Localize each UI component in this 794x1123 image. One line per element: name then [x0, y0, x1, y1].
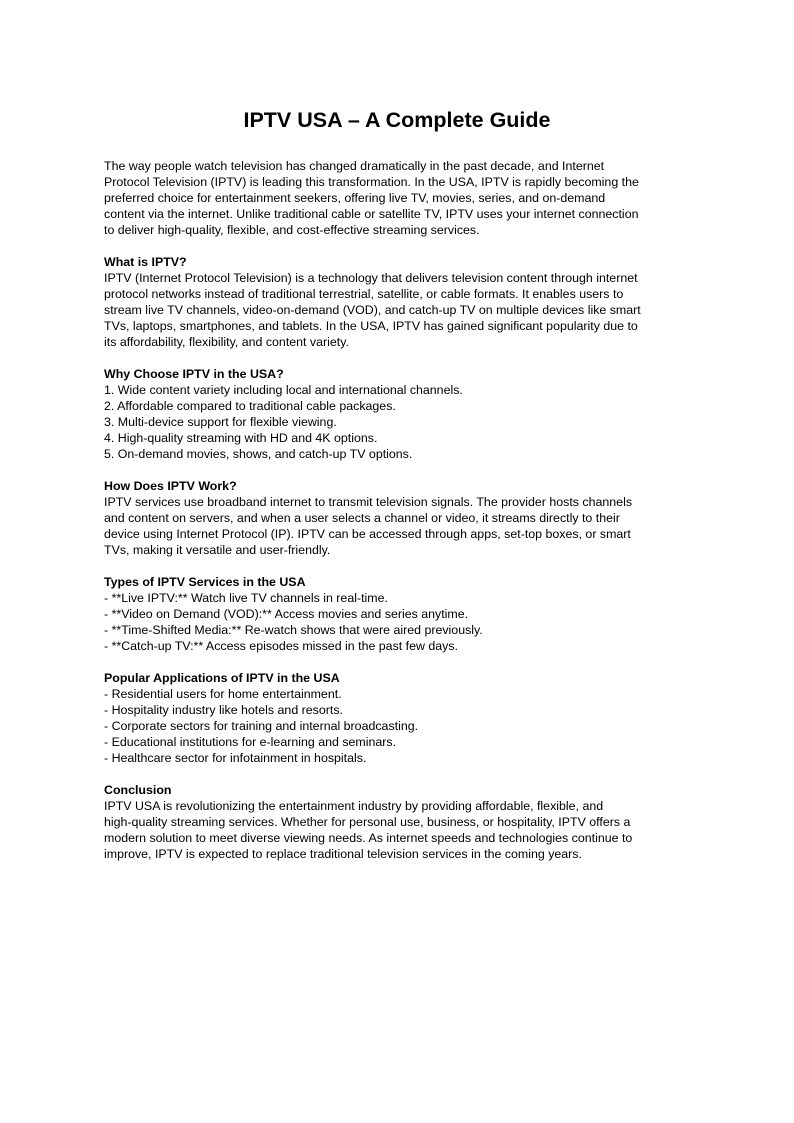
section-line: device using Internet Protocol (IP). IPTV can be accessed through apps, set-top boxes, or smart: [104, 527, 631, 541]
list-item: - Residential users for home entertainment.: [104, 687, 342, 701]
section-line: and content on servers, and when a user selects a channel or video, it streams directly to their: [104, 511, 620, 525]
section-line: improve, IPTV is expected to replace traditional television services in the coming years.: [104, 847, 582, 861]
list-item: - **Live IPTV:** Watch live TV channels in real-time.: [104, 591, 388, 605]
section-line: stream live TV channels, video-on-demand (VOD), and catch-up TV on multiple devices like smart: [104, 303, 641, 317]
list-item: 2. Affordable compared to traditional cable packages.: [104, 399, 396, 413]
section-conclusion: [104, 782, 694, 862]
section-heading: What is IPTV?: [104, 255, 187, 269]
list-item: - Educational institutions for e-learning and seminars.: [104, 735, 397, 749]
document-body: [104, 158, 694, 862]
list-item: - **Video on Demand (VOD):** Access movies and series anytime.: [104, 607, 469, 621]
section-line: TVs, laptops, smartphones, and tablets. In the USA, IPTV has gained significant popularity due to: [104, 319, 638, 333]
section-why-choose-iptv: [104, 366, 694, 462]
paragraph-spacer: [104, 238, 694, 254]
section-heading: Why Choose IPTV in the USA?: [104, 367, 284, 381]
intro-line: The way people watch television has changed dramatically in the past decade, and Internet: [104, 159, 605, 173]
list-item: 4. High-quality streaming with HD and 4K options.: [104, 431, 378, 445]
paragraph-spacer: [104, 462, 694, 478]
section-line: its affordability, flexibility, and content variety.: [104, 335, 349, 349]
section-heading: Popular Applications of IPTV in the USA: [104, 671, 340, 685]
list-item: - Hospitality industry like hotels and resorts.: [104, 703, 343, 717]
list-item: - **Time-Shifted Media:** Re-watch shows that were aired previously.: [104, 623, 483, 637]
section-how-iptv-works: [104, 478, 694, 558]
section-line: high-quality streaming services. Whether for personal use, business, or hospitality, IPTV offers a: [104, 815, 631, 829]
intro-line: to deliver high-quality, flexible, and cost-effective streaming services.: [104, 223, 480, 237]
intro-line: preferred choice for entertainment seekers, offering live TV, movies, series, and on-demand: [104, 191, 606, 205]
section-line: IPTV services use broadband internet to transmit television signals. The provider hosts channels: [104, 495, 633, 509]
list-item: - **Catch-up TV:** Access episodes missed in the past few days.: [104, 639, 458, 653]
section-types-of-iptv: [104, 574, 694, 654]
section-line: protocol networks instead of traditional terrestrial, satellite, or cable formats. It enables users to: [104, 287, 624, 301]
section-line: TVs, making it versatile and user-friendly.: [104, 543, 331, 557]
section-popular-applications: [104, 670, 694, 766]
intro-line: Protocol Television (IPTV) is leading this transformation. In the USA, IPTV is rapidly becoming the: [104, 175, 639, 189]
section-what-is-iptv: [104, 254, 694, 350]
list-item: - Healthcare sector for infotainment in hospitals.: [104, 751, 367, 765]
paragraph-spacer: [104, 350, 694, 366]
section-line: IPTV (Internet Protocol Television) is a technology that delivers television content through internet: [104, 271, 638, 285]
document-title: IPTV USA – A Complete Guide: [243, 108, 551, 132]
section-line: IPTV USA is revolutionizing the entertainment industry by providing affordable, flexible, and: [104, 799, 604, 813]
list-item: - Corporate sectors for training and internal broadcasting.: [104, 719, 419, 733]
section-line: modern solution to meet diverse viewing needs. As internet speeds and technologies continue to: [104, 831, 633, 845]
intro-line: content via the internet. Unlike traditional cable or satellite TV, IPTV uses your internet connection: [104, 207, 639, 221]
list-item: 5. On-demand movies, shows, and catch-up TV options.: [104, 447, 413, 461]
list-item: 1. Wide content variety including local and international channels.: [104, 383, 463, 397]
section-heading: How Does IPTV Work?: [104, 479, 237, 493]
paragraph-spacer: [104, 558, 694, 574]
list-item: 3. Multi-device support for flexible viewing.: [104, 415, 337, 429]
section-heading: Conclusion: [104, 783, 172, 797]
paragraph-spacer: [104, 766, 694, 782]
paragraph-spacer: [104, 654, 694, 670]
intro-paragraph: [104, 158, 694, 238]
section-heading: Types of IPTV Services in the USA: [104, 575, 306, 589]
